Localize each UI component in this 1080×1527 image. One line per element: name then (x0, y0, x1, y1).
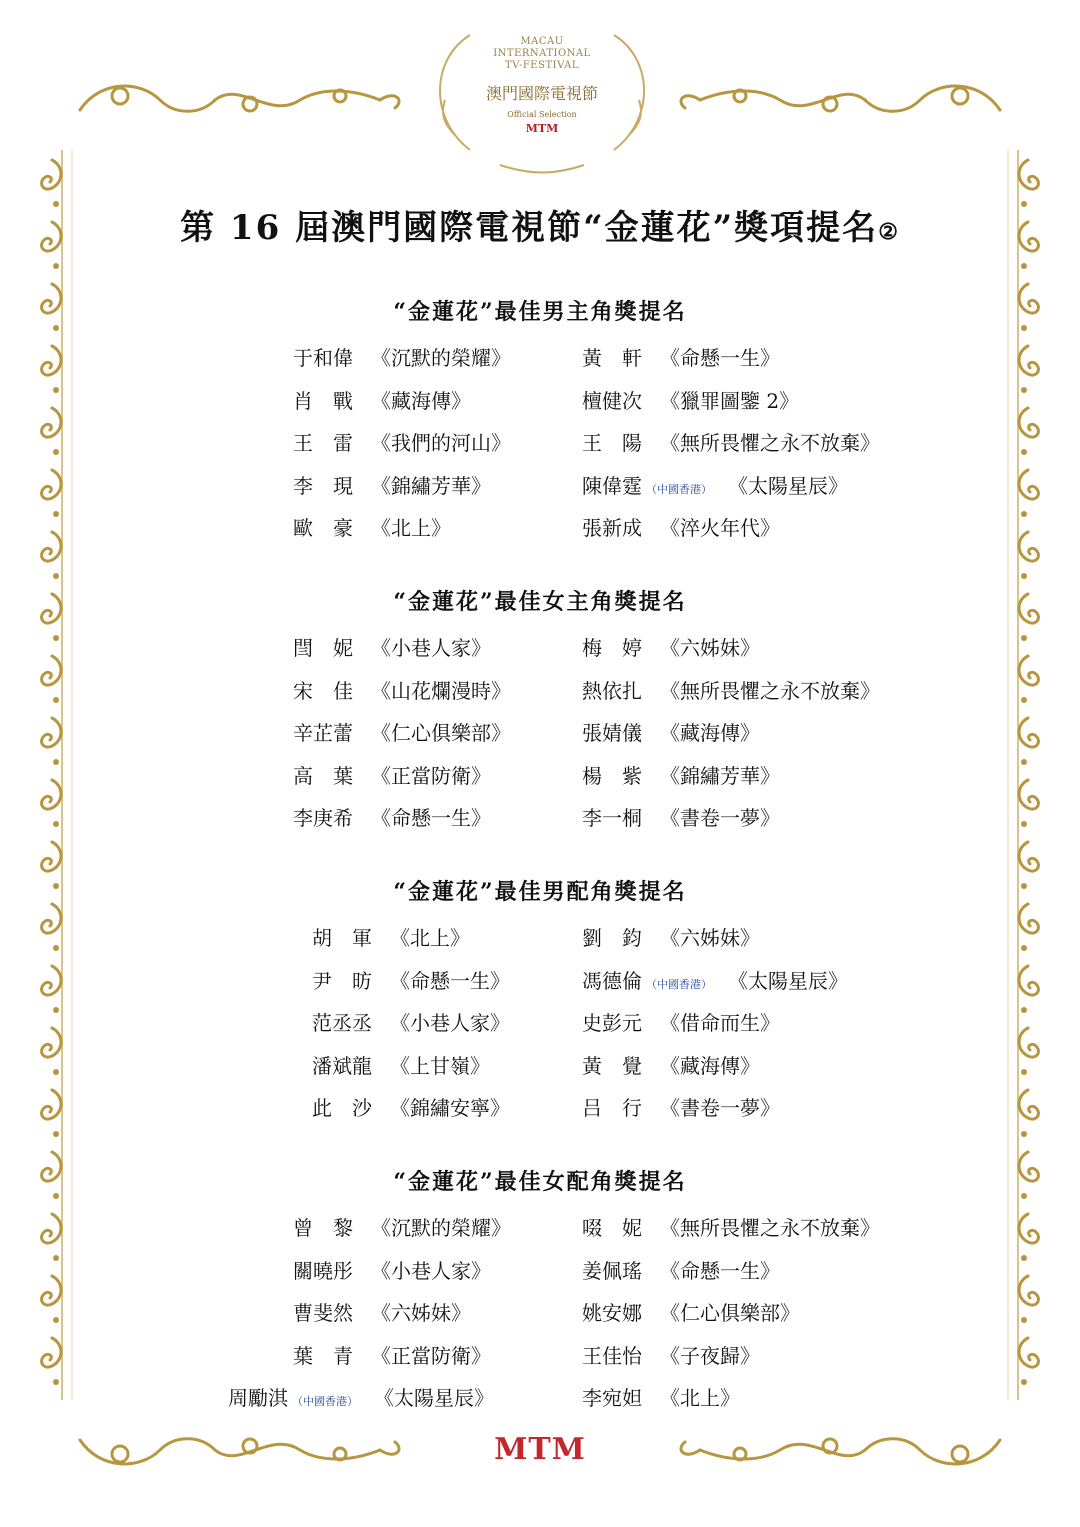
nominee-region: （中國香港） (292, 1395, 358, 1408)
nominee-entry (582, 513, 780, 543)
right-border-rail (1008, 150, 1018, 1400)
nominee-entry (293, 1213, 511, 1243)
nominee-entry (582, 803, 780, 833)
side-dot-ornament (1021, 635, 1027, 641)
nominated-work: 《藏海傳》 (660, 721, 760, 745)
side-scroll-ornament (1019, 656, 1038, 685)
nominee-entry (582, 676, 880, 706)
side-scroll-ornament (1019, 470, 1038, 499)
nominee-entry (582, 1298, 800, 1328)
nominated-work: 《小巷人家》 (371, 1258, 491, 1283)
side-dot-ornament (1021, 697, 1027, 703)
logo-english-text (430, 36, 654, 72)
nominated-work: 《北上》 (371, 516, 451, 540)
nominated-work: 《六姊妹》 (660, 636, 760, 660)
nominee-name: 張新成 (582, 516, 642, 540)
nominated-work: 《命懸一生》 (660, 346, 780, 370)
nominee-name: 李宛妲 (582, 1386, 642, 1410)
side-scroll-ornament (42, 780, 61, 809)
nominee-name: 李一桐 (582, 806, 642, 830)
nominee-name: 黃 軒 (582, 346, 642, 370)
side-scroll-ornament (42, 160, 61, 189)
logo-line-tv-festival: TV-FESTIVAL (505, 60, 579, 71)
nominated-work: 《六姊妹》 (660, 926, 760, 950)
nominee-name: 王佳怡 (582, 1343, 642, 1368)
nominated-work: 《錦繡芳華》 (660, 763, 780, 788)
nominee-name: 王 雷 (293, 431, 353, 455)
nominated-work: 《藏海傳》 (371, 388, 471, 413)
side-dot-ornament (53, 1069, 59, 1075)
nominated-work: 《書卷一夢》 (660, 1096, 780, 1120)
nominated-work: 《錦繡芳華》 (371, 473, 491, 498)
side-scroll-ornament (42, 904, 61, 933)
side-scroll-ornament (1019, 160, 1038, 189)
side-scroll-ornament (42, 1276, 61, 1305)
nominated-work: 《書卷一夢》 (660, 806, 780, 830)
side-scroll-ornament (42, 842, 61, 871)
side-scroll-ornament (1019, 718, 1038, 747)
side-dot-ornament (53, 1255, 59, 1261)
nominee-entry (293, 1256, 491, 1286)
side-scroll-ornament (42, 470, 61, 499)
nominee-entry (228, 1383, 494, 1413)
nominee-name: 辛芷蕾 (293, 721, 353, 745)
side-dot-ornament (53, 945, 59, 951)
side-dot-ornament (53, 573, 59, 579)
nominated-work: 《命懸一生》 (371, 806, 491, 830)
nominee-name: 檀健次 (582, 388, 642, 413)
nominee-entry (582, 923, 760, 953)
side-dot-ornament (53, 759, 59, 765)
side-scroll-ornament (1019, 842, 1038, 871)
side-dot-ornament (53, 263, 59, 269)
side-dot-ornament (1021, 1131, 1027, 1137)
nominated-work: 《正當防衛》 (371, 763, 491, 788)
nominated-work: 《上甘嶺》 (390, 1053, 490, 1078)
side-dot-ornament (53, 821, 59, 827)
side-scroll-ornament (1019, 904, 1038, 933)
nominee-entry (582, 1213, 880, 1243)
nominee-name: 周勵淇 (228, 1386, 288, 1410)
nominee-entry (293, 386, 471, 416)
nominated-work: 《無所畏懼之永不放棄》 (660, 678, 880, 703)
nominee-entry (293, 803, 491, 833)
nominated-work: 《命懸一生》 (390, 968, 510, 993)
nominee-entry (293, 1298, 471, 1328)
side-scroll-ornament (1019, 1214, 1038, 1243)
nominee-entry (582, 1051, 760, 1081)
nominated-work: 《獵罪圖鑒 2》 (660, 388, 800, 413)
top-left-flourish (80, 86, 399, 111)
nominee-name: 曹斐然 (293, 1301, 353, 1325)
side-dot-ornament (1021, 263, 1027, 269)
nominee-entry (582, 1341, 760, 1371)
nominee-name: 啜 妮 (582, 1216, 642, 1240)
nominee-entry (293, 761, 491, 791)
nominated-work: 《淬火年代》 (660, 516, 780, 540)
logo-line-international: INTERNATIONAL (493, 48, 591, 59)
side-scroll-ornament (42, 346, 61, 375)
footer-mtm-logo: MTM (494, 1432, 586, 1467)
page-title-text: 第 16 屆澳門國際電視節“金蓮花”獎項提名 (180, 208, 879, 248)
nominee-name: 姚安娜 (582, 1301, 642, 1325)
nominated-work: 《正當防衛》 (371, 1343, 491, 1368)
nominee-entry (582, 428, 880, 458)
nominee-entry (582, 1093, 780, 1123)
nominated-work: 《仁心俱樂部》 (660, 1301, 800, 1325)
nominee-name: 馮德倫 (582, 968, 642, 993)
nominee-entry (582, 1256, 780, 1286)
side-dot-ornament (1021, 1255, 1027, 1261)
nominee-name: 尹 昉 (312, 968, 372, 993)
nominee-entry (312, 1051, 490, 1081)
nominee-entry (582, 761, 780, 791)
side-scroll-ornament (42, 1090, 61, 1119)
side-dot-ornament (1021, 821, 1027, 827)
nominee-entry (293, 633, 491, 663)
nominated-work: 《子夜歸》 (660, 1343, 760, 1368)
nominee-name: 高 葉 (293, 763, 353, 788)
nominated-work: 《太陽星辰》 (728, 473, 848, 498)
side-scroll-ornament (42, 1338, 61, 1367)
side-scroll-ornament (1019, 1338, 1038, 1367)
side-dot-ornament (1021, 759, 1027, 765)
nominated-work: 《山花爛漫時》 (371, 678, 511, 703)
side-scroll-ornament (42, 718, 61, 747)
nominee-name: 曾 黎 (293, 1216, 353, 1240)
nominee-name: 關曉彤 (293, 1258, 353, 1283)
side-scroll-ornament (42, 532, 61, 561)
section-title: “金蓮花”最佳男配角獎提名 (393, 879, 687, 905)
nominee-entry (293, 343, 511, 373)
side-scroll-ornament (42, 1028, 61, 1057)
nominee-name: 肖 戰 (293, 388, 353, 413)
nominated-work: 《藏海傳》 (660, 1053, 760, 1078)
nominated-work: 《我們的河山》 (371, 431, 511, 455)
logo-line-macau: MACAU (520, 36, 564, 47)
side-dot-ornament (53, 1379, 59, 1385)
side-dot-ornament (1021, 1007, 1027, 1013)
nominated-work: 《太陽星辰》 (728, 968, 848, 993)
nominated-work: 《命懸一生》 (660, 1258, 780, 1283)
nominated-work: 《北上》 (390, 926, 470, 950)
nominee-entry (293, 513, 451, 543)
side-dot-ornament (53, 697, 59, 703)
nominee-name: 葉 青 (293, 1343, 353, 1368)
side-dot-ornament (1021, 945, 1027, 951)
nominated-work: 《小巷人家》 (371, 636, 491, 660)
nominee-entry (582, 1383, 740, 1413)
left-border-rail (62, 150, 72, 1400)
nominee-name: 陳偉霆 (582, 473, 642, 498)
side-dot-ornament (1021, 573, 1027, 579)
side-scroll-ornament (42, 656, 61, 685)
nominated-work: 《借命而生》 (660, 1011, 780, 1035)
side-scroll-ornament (1019, 1090, 1038, 1119)
section-title: “金蓮花”最佳女主角獎提名 (393, 589, 687, 615)
nominee-name: 歐 豪 (293, 516, 353, 540)
logo-chinese-name: 澳門國際電視節 (485, 84, 598, 103)
side-dot-ornament (53, 449, 59, 455)
nominee-region: （中國香港） (646, 977, 712, 991)
section-title: “金蓮花”最佳女配角獎提名 (393, 1169, 687, 1195)
nominee-name: 宋 佳 (293, 678, 353, 703)
nominee-entry (582, 471, 848, 501)
nominated-work: 《沉默的榮耀》 (371, 1216, 511, 1240)
nominee-name: 吕 行 (582, 1096, 642, 1120)
nominee-name: 史彭元 (582, 1011, 642, 1035)
nominee-entry (582, 633, 760, 663)
nominee-entry (293, 718, 511, 748)
nominated-work: 《錦繡安寧》 (390, 1096, 510, 1120)
nominee-name: 張婧儀 (582, 721, 642, 745)
side-scroll-ornament (42, 966, 61, 995)
nominee-name: 李庚希 (293, 806, 353, 830)
side-dot-ornament (1021, 387, 1027, 393)
side-dot-ornament (1021, 449, 1027, 455)
nominee-name: 梅 婷 (582, 636, 642, 660)
side-scroll-ornament (1019, 346, 1038, 375)
nominee-entry (312, 966, 510, 996)
nominated-work: 《太陽星辰》 (374, 1386, 494, 1410)
nominated-work: 《小巷人家》 (390, 1011, 510, 1035)
side-dot-ornament (53, 1007, 59, 1013)
side-scroll-ornament (1019, 1276, 1038, 1305)
side-scroll-ornament (1019, 408, 1038, 437)
side-dot-ornament (53, 387, 59, 393)
nominated-work: 《無所畏懼之永不放棄》 (660, 1216, 880, 1240)
side-scroll-ornament (42, 408, 61, 437)
nominee-entry (293, 676, 511, 706)
nominee-name: 范丞丞 (312, 1011, 372, 1035)
side-dot-ornament (53, 635, 59, 641)
nominee-name: 閆 妮 (293, 636, 353, 660)
side-scroll-ornament (1019, 1028, 1038, 1057)
nominated-work: 《北上》 (660, 1386, 740, 1410)
nominated-work: 《仁心俱樂部》 (371, 721, 511, 745)
nominee-name: 熱依扎 (582, 678, 642, 703)
nominee-entry (312, 923, 470, 953)
nominee-name: 姜佩瑤 (582, 1258, 642, 1283)
nominee-name: 王 陽 (582, 431, 642, 455)
festival-logo (430, 30, 654, 175)
side-dot-ornament (1021, 1379, 1027, 1385)
section-title: “金蓮花”最佳男主角獎提名 (393, 299, 687, 325)
side-dot-ornament (1021, 1069, 1027, 1075)
side-scroll-ornament (1019, 780, 1038, 809)
side-dot-ornament (53, 1317, 59, 1323)
nominee-entry (293, 471, 491, 501)
side-dot-ornament (1021, 1317, 1027, 1323)
nominee-name: 黃 覺 (582, 1053, 642, 1078)
top-right-flourish (681, 86, 1000, 111)
nominated-work: 《無所畏懼之永不放棄》 (660, 431, 880, 455)
logo-official-selection: Official Selection (507, 110, 577, 119)
page-title (0, 200, 1080, 249)
nominated-work: 《沉默的榮耀》 (371, 346, 511, 370)
nominee-name: 楊 紫 (582, 763, 642, 788)
nominee-entry (582, 1008, 780, 1038)
nominee-entry (293, 1341, 491, 1371)
side-dot-ornament (53, 1131, 59, 1137)
nominee-name: 此 沙 (312, 1096, 372, 1120)
nominee-entry (312, 1008, 510, 1038)
nominee-entry (582, 718, 760, 748)
nominee-name: 潘斌龍 (312, 1053, 372, 1078)
side-scroll-ornament (1019, 966, 1038, 995)
nominated-work: 《六姊妹》 (371, 1301, 471, 1325)
nominee-name: 于和偉 (293, 346, 353, 370)
side-dot-ornament (53, 511, 59, 517)
logo-mtm: MTM (525, 122, 559, 135)
nominee-entry (293, 428, 511, 458)
nominee-name: 胡 軍 (312, 926, 372, 950)
nominee-entry (582, 386, 799, 416)
page-title-mark: ② (878, 219, 900, 245)
side-dot-ornament (1021, 511, 1027, 517)
nominee-entry (312, 1093, 510, 1123)
nominee-name: 李 現 (293, 473, 353, 498)
nominee-region: （中國香港） (646, 482, 712, 496)
side-scroll-ornament (42, 1214, 61, 1243)
side-scroll-ornament (1019, 532, 1038, 561)
nominee-entry (582, 343, 780, 373)
nominee-name: 劉 鈞 (582, 926, 642, 950)
nominee-entry (582, 966, 848, 996)
